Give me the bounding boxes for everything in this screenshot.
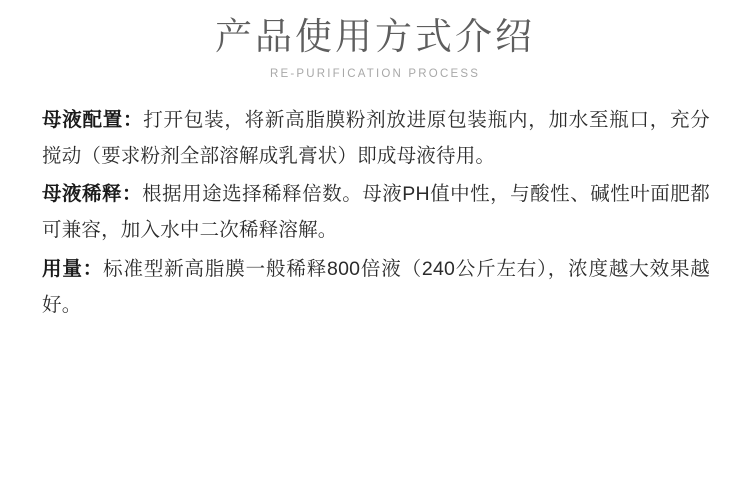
paragraph-text: 根据用途选择稀释倍数。母液PH值中性，与酸性、碱性叶面肥都 可兼容，加入水中二次稀释溶解。: [42, 183, 710, 242]
page-title: 产品使用方式介绍: [215, 16, 535, 57]
paragraph-mother-liquor-dilution: [42, 176, 710, 248]
document-header: [0, 0, 750, 80]
paragraph-dosage: [42, 251, 710, 323]
page-subtitle: RE-PURIFICATION PROCESS: [269, 68, 481, 81]
paragraph-lead-label: 母液配置：: [42, 109, 144, 132]
paragraph-text: 打开包装，将新高脂膜粉剂放进原包装瓶内，加水至瓶口，充分搅动（要求粉剂全部溶解成乳膏状）即成母液待用。: [42, 109, 710, 168]
document-body: [0, 102, 750, 322]
paragraph-mother-liquor-preparation: [42, 102, 710, 174]
paragraph-lead-label: 母液稀释：: [42, 183, 143, 206]
paragraph-text: 标准型新高脂膜一般稀释800倍液（240公斤左右），浓度越大效果越好。: [42, 257, 711, 316]
paragraph-lead-label: 用量：: [42, 257, 104, 280]
